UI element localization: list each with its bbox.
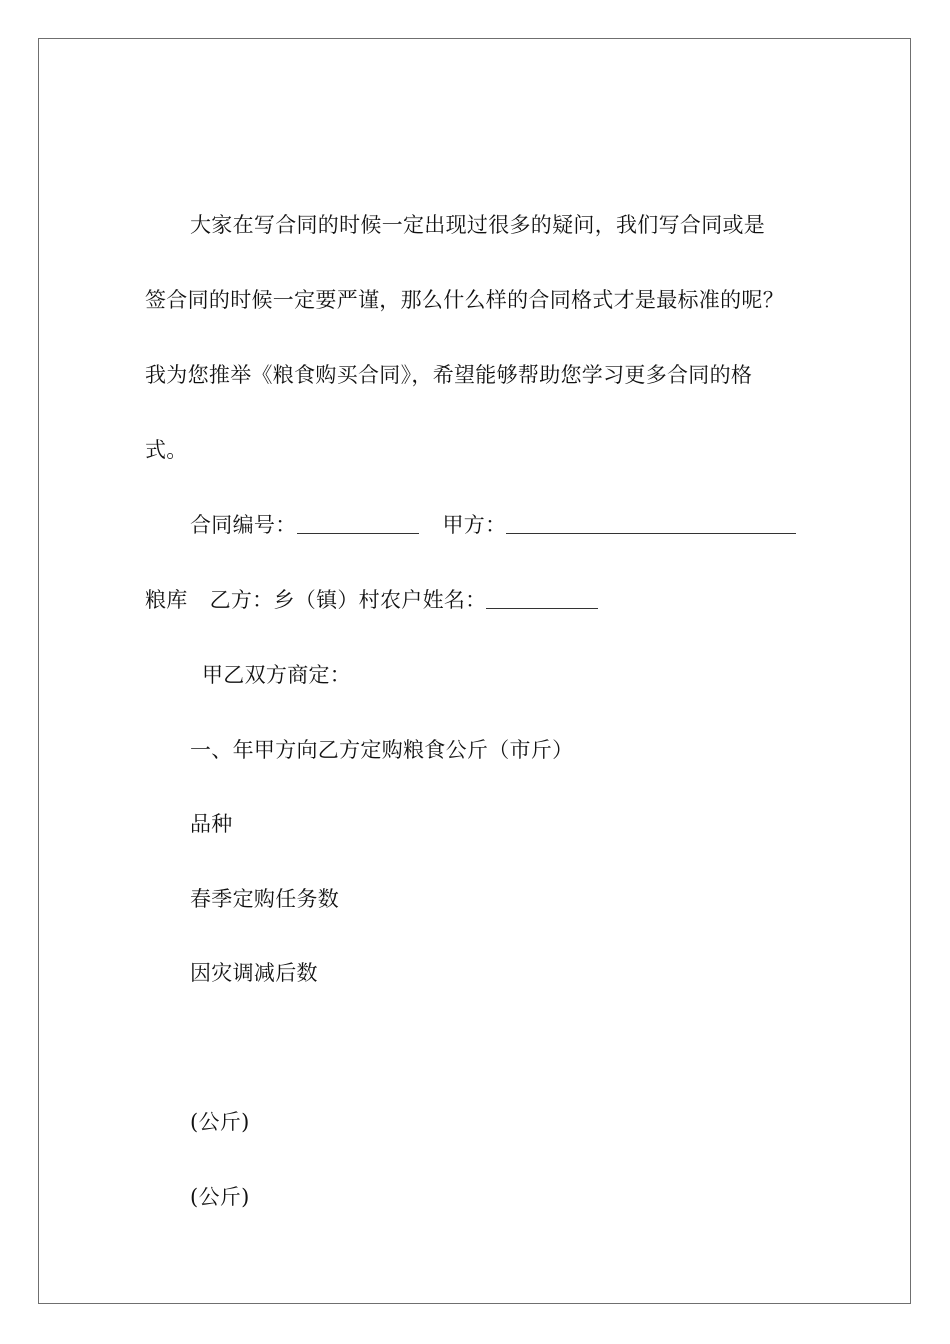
contract-header-line [190, 510, 796, 540]
intro-line-2: 签合同的时候一定要严谨，那么什么样的合同格式才是最标准的呢？ [145, 288, 784, 312]
intro-line-3: 我为您推举《粮食购买合同》，希望能够帮助您学习更多合同的格 [145, 363, 753, 387]
contract-number-field[interactable] [297, 513, 419, 534]
contract-number-label: 合同编号： [190, 513, 297, 537]
unit-label-2: (公斤) [190, 1185, 250, 1209]
item-after-disaster: 因灾调减后数 [190, 961, 318, 985]
party-a-label: 甲方： [442, 513, 507, 537]
unit-label-1: (公斤) [190, 1110, 250, 1134]
agreement-heading: 甲乙双方商定： [202, 663, 352, 687]
clause-1: 一、年甲方向乙方定购粮食公斤（市斤） [190, 738, 574, 762]
intro-line-1: 大家在写合同的时候一定出现过很多的疑问，我们写合同或是 [190, 213, 766, 237]
party-a-field[interactable] [506, 513, 796, 534]
party-b-label: 乙方：乡（镇）村农户姓名： [209, 588, 487, 612]
party-b-name-field[interactable] [486, 588, 598, 609]
party-b-line [145, 585, 598, 615]
item-variety: 品种 [190, 812, 233, 836]
party-a-suffix: 粮库 [145, 588, 188, 612]
intro-line-4: 式。 [145, 438, 188, 462]
item-spring-task: 春季定购任务数 [190, 887, 340, 911]
